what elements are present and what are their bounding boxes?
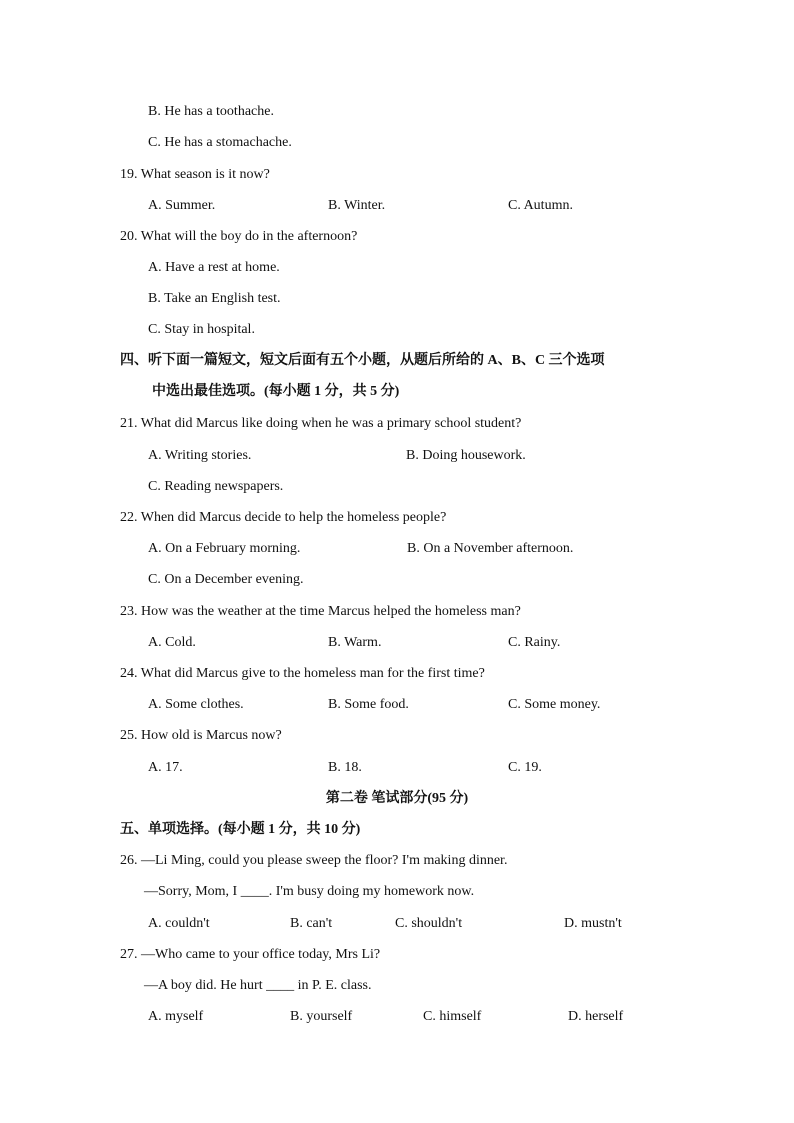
section4-heading: 四、听下面一篇短文，短文后面有五个小题，从题后所给的 A、B、C 三个选项	[120, 353, 605, 368]
q27-option-c: C. himself	[423, 1009, 482, 1024]
q23-option-a: A. Cold.	[148, 635, 196, 650]
section5-heading: 五、单项选择。(每小题 1 分，共 10 分)	[120, 822, 361, 837]
q24-option-a: A. Some clothes.	[148, 697, 244, 712]
q20-stem: 20. What will the boy do in the afternoon?	[120, 229, 358, 244]
q26-dialogue-reply: —Sorry, Mom, I ____. I'm busy doing my homework now.	[144, 884, 475, 899]
q22-option-a: A. On a February morning.	[148, 541, 301, 556]
q18-option-b: B. He has a toothache.	[148, 104, 274, 119]
q25-option-a: A. 17.	[148, 760, 183, 775]
q23-stem: 23. How was the weather at the time Marcus helped the homeless man?	[120, 604, 521, 619]
q27-stem: 27. —Who came to your office today, Mrs Li?	[120, 947, 381, 962]
q25-option-c: C. 19.	[508, 760, 542, 775]
q19-option-c: C. Autumn.	[508, 198, 573, 213]
q20-option-a: A. Have a rest at home.	[148, 260, 280, 275]
q26-option-b: B. can't	[290, 916, 333, 931]
q21-option-a: A. Writing stories.	[148, 448, 252, 463]
q27-option-a: A. myself	[148, 1009, 204, 1024]
q22-stem: 22. When did Marcus decide to help the homeless people?	[120, 510, 447, 525]
q27-option-d: D. herself	[568, 1009, 624, 1024]
q19-option-a: A. Summer.	[148, 198, 216, 213]
q22-option-c: C. On a December evening.	[148, 572, 304, 587]
q26-option-d: D. mustn't	[564, 916, 622, 931]
q22-option-b: B. On a November afternoon.	[407, 541, 574, 556]
q21-option-b: B. Doing housework.	[406, 448, 526, 463]
q26-option-c: C. shouldn't	[395, 916, 463, 931]
q27-option-b: B. yourself	[290, 1009, 353, 1024]
q21-stem: 21. What did Marcus like doing when he was a primary school student?	[120, 416, 522, 431]
q19-option-b: B. Winter.	[328, 198, 386, 213]
part2-title: 第二卷 笔试部分(95 分)	[325, 791, 469, 806]
q18-option-c: C. He has a stomachache.	[148, 135, 292, 150]
q20-option-c: C. Stay in hospital.	[148, 322, 255, 337]
q24-stem: 24. What did Marcus give to the homeless man for the first time?	[120, 666, 485, 681]
q25-option-b: B. 18.	[328, 760, 362, 775]
q25-stem: 25. How old is Marcus now?	[120, 728, 282, 743]
q19-stem: 19. What season is it now?	[120, 167, 270, 182]
q27-dialogue-reply: —A boy did. He hurt ____ in P. E. class.	[144, 978, 372, 993]
q26-option-a: A. couldn't	[148, 916, 210, 931]
q20-option-b: B. Take an English test.	[148, 291, 281, 306]
q26-stem: 26. —Li Ming, could you please sweep the floor? I'm making dinner.	[120, 853, 508, 868]
q24-option-c: C. Some money.	[508, 697, 601, 712]
q23-option-b: B. Warm.	[328, 635, 382, 650]
q23-option-c: C. Rainy.	[508, 635, 561, 650]
q21-option-c: C. Reading newspapers.	[148, 479, 284, 494]
q24-option-b: B. Some food.	[328, 697, 409, 712]
section4-instructions: 中选出最佳选项。(每小题 1 分，共 5 分)	[152, 384, 400, 399]
